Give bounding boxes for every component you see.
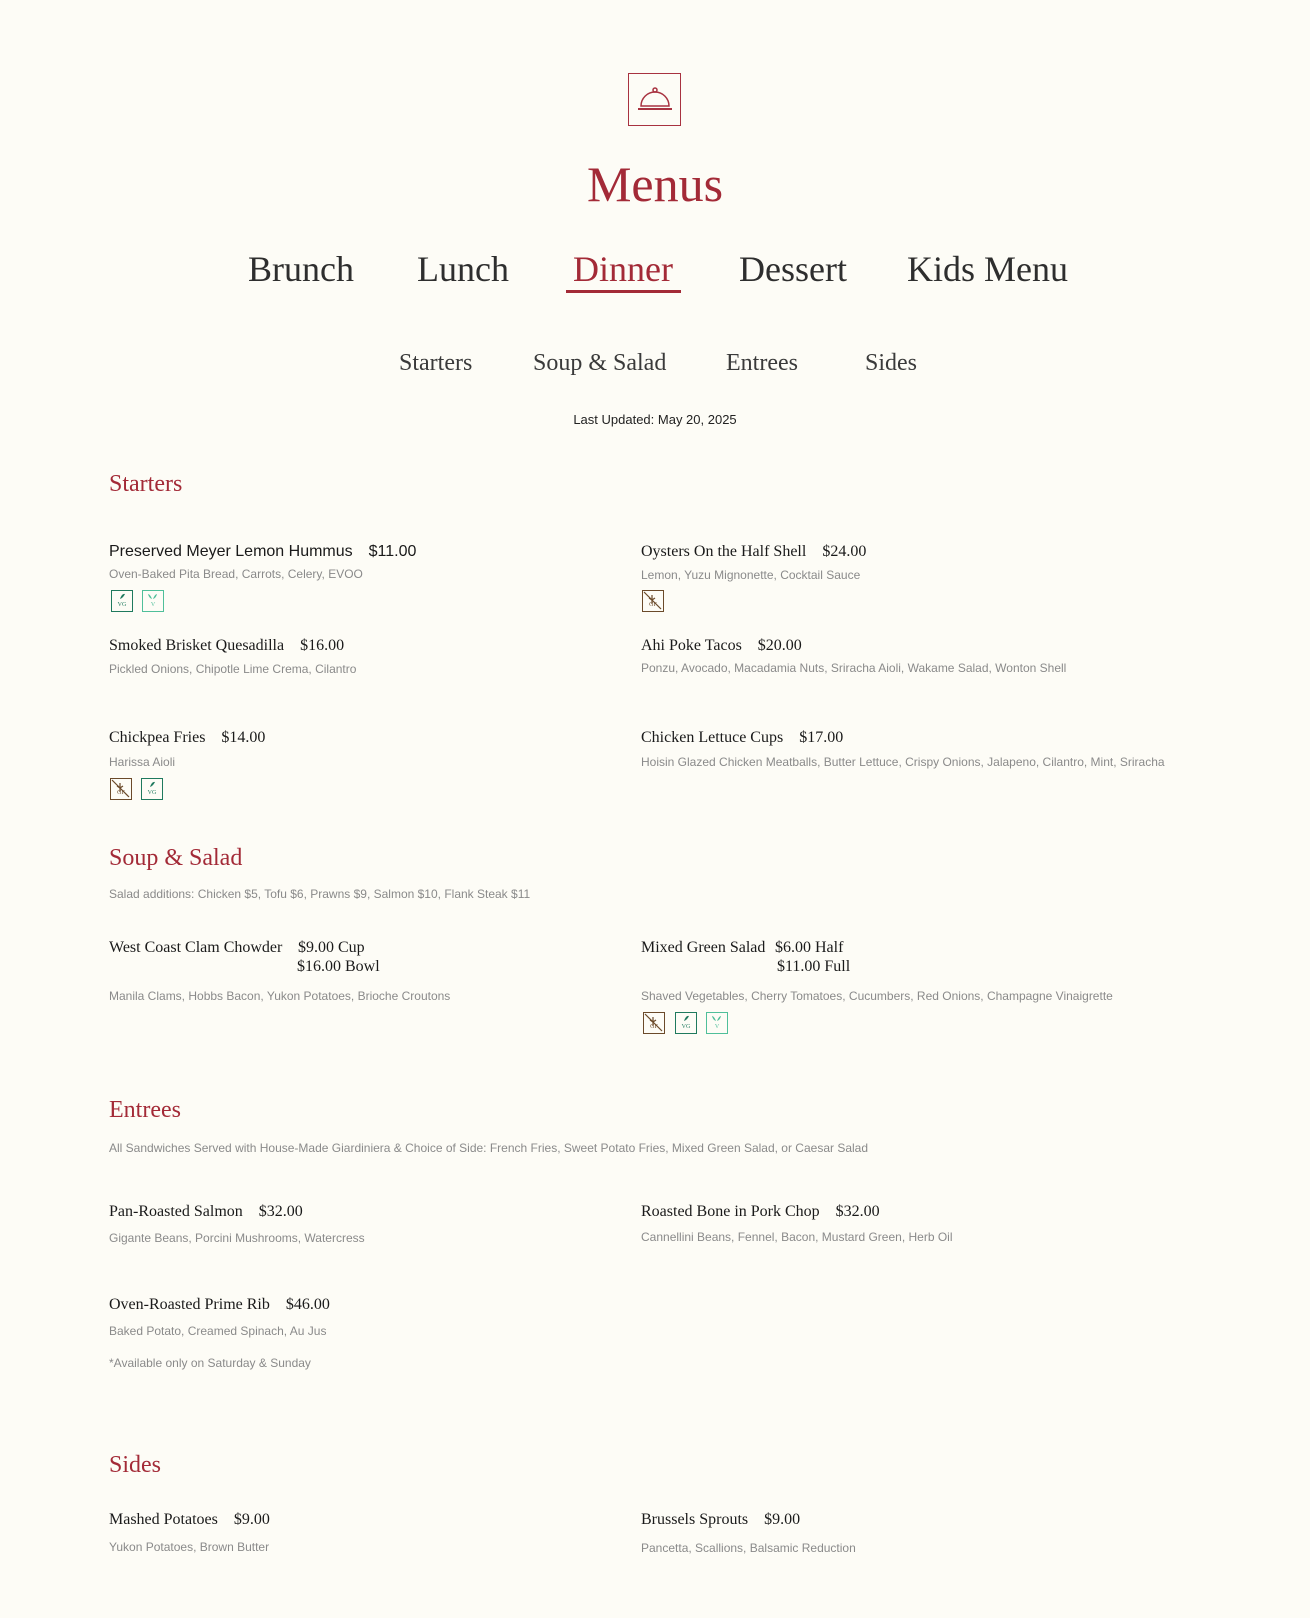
- logo: [628, 73, 681, 126]
- section-note: Salad additions: Chicken $5, Tofu $6, Prawns $9, Salmon $10, Flank Steak $11: [109, 887, 531, 901]
- section-title-soup-salad: Soup & Salad: [109, 845, 243, 871]
- tab-kids-menu[interactable]: Kids Menu: [907, 249, 1068, 289]
- menu-item-description: Hoisin Glazed Chicken Meatballs, Butter Lettuce, Crispy Onions, Jalapeno, Cilantro, Mint, Sriracha: [641, 755, 1165, 769]
- menu-item-name: West Coast Clam Chowder: [109, 939, 283, 956]
- subnav-soup-salad[interactable]: Soup & Salad: [533, 350, 667, 376]
- menu-item-description: Shaved Vegetables, Cherry Tomatoes, Cucumbers, Red Onions, Champagne Vinaigrette: [641, 989, 1113, 1003]
- menu-item-name: Chicken Lettuce Cups $17.00: [641, 729, 844, 746]
- section-note: All Sandwiches Served with House-Made Giardiniera & Choice of Side: French Fries, Sweet Potato Fries, Mixed Green Salad, or Caesar Salad: [109, 1141, 869, 1155]
- cloche-icon: [636, 85, 674, 115]
- section-title-sides: Sides: [109, 1452, 162, 1478]
- menu-item-name: Oysters On the Half Shell $24.00: [641, 543, 867, 560]
- active-tab-underline: [566, 290, 681, 293]
- vegetarian-badge-icon: V: [706, 1012, 728, 1034]
- last-updated: Last Updated: May 20, 2025: [573, 412, 737, 427]
- gluten-free-badge-icon: GF: [643, 1012, 665, 1034]
- menu-item-price: $11.00 Full: [777, 958, 851, 975]
- menu-item-price: $32.00: [258, 1203, 303, 1220]
- vegan-badge-icon: VG: [111, 590, 133, 612]
- subnav-starters[interactable]: Starters: [399, 350, 473, 376]
- menu-item-price: $17.00: [799, 729, 844, 746]
- section-title-starters: Starters: [109, 471, 183, 497]
- menu-item-price: $20.00: [757, 637, 802, 654]
- menu-item-description: Manila Clams, Hobbs Bacon, Yukon Potatoes, Brioche Croutons: [109, 989, 451, 1003]
- menu-item-price: $6.00 Half: [775, 939, 844, 956]
- menu-item-description: Harissa Aioli: [109, 755, 176, 769]
- tab-brunch[interactable]: Brunch: [248, 249, 354, 289]
- menu-item-description: Baked Potato, Creamed Spinach, Au Jus: [109, 1324, 327, 1338]
- section-title-entrees: Entrees: [109, 1097, 181, 1123]
- menu-item-name: Roasted Bone in Pork Chop $32.00: [641, 1203, 880, 1220]
- menu-item-description: Pickled Onions, Chipotle Lime Crema, Cilantro: [109, 662, 357, 676]
- menu-item-name: Chickpea Fries $14.00: [109, 729, 266, 746]
- vegetarian-badge-icon: V: [142, 590, 164, 612]
- menu-item-name: Brussels Sprouts $9.00: [641, 1511, 801, 1528]
- menu-item-price: $32.00: [835, 1203, 880, 1220]
- menu-item-description: Lemon, Yuzu Mignonette, Cocktail Sauce: [641, 568, 861, 582]
- gluten-free-badge-icon: GF: [642, 590, 664, 612]
- menu-item-price: $11.00: [368, 543, 417, 560]
- menu-item-name: Preserved Meyer Lemon Hummus $11.00: [109, 543, 417, 560]
- menu-item-description: Ponzu, Avocado, Macadamia Nuts, Sriracha Aioli, Wakame Salad, Wonton Shell: [641, 661, 1067, 675]
- menu-item-description: Cannellini Beans, Fennel, Bacon, Mustard Green, Herb Oil: [641, 1230, 953, 1244]
- subnav-entrees[interactable]: Entrees: [726, 350, 798, 376]
- menu-item-description: Pancetta, Scallions, Balsamic Reduction: [641, 1541, 856, 1555]
- menu-item-description: Oven-Baked Pita Bread, Carrots, Celery, EVOO: [109, 567, 363, 581]
- menu-item-price: $9.00 Cup: [298, 939, 365, 956]
- menu-item-name: Oven-Roasted Prime Rib $46.00: [109, 1296, 330, 1313]
- vegan-badge-icon: VG: [141, 778, 163, 800]
- menu-item-price: $16.00 Bowl: [297, 958, 380, 975]
- menu-item-name: Mixed Green Salad: [641, 939, 766, 956]
- menu-item-description: Gigante Beans, Porcini Mushrooms, Watercress: [109, 1231, 365, 1245]
- page-title: Menus: [586, 156, 724, 212]
- tab-lunch[interactable]: Lunch: [417, 249, 509, 289]
- menu-item-name: Mashed Potatoes $9.00: [109, 1511, 270, 1528]
- menu-item-price: $9.00: [233, 1511, 270, 1528]
- menu-item-price: $24.00: [822, 543, 867, 560]
- gluten-free-badge-icon: GF: [110, 778, 132, 800]
- menu-item-name: Pan-Roasted Salmon $32.00: [109, 1203, 303, 1220]
- vegan-badge-icon: VG: [675, 1012, 697, 1034]
- tab-dessert[interactable]: Dessert: [739, 249, 847, 289]
- menu-item-price: $14.00: [221, 729, 266, 746]
- menu-item-price: $16.00: [300, 637, 345, 654]
- menu-item-price: $9.00: [764, 1511, 801, 1528]
- availability-note: *Available only on Saturday & Sunday: [109, 1356, 311, 1370]
- menu-item-name: Smoked Brisket Quesadilla $16.00: [109, 637, 345, 654]
- menu-item-price: $46.00: [285, 1296, 330, 1313]
- menu-item-description: Yukon Potatoes, Brown Butter: [109, 1540, 270, 1554]
- tab-dinner[interactable]: Dinner: [573, 249, 673, 289]
- menu-item-name: Ahi Poke Tacos $20.00: [641, 637, 802, 654]
- subnav-sides[interactable]: Sides: [865, 350, 918, 376]
